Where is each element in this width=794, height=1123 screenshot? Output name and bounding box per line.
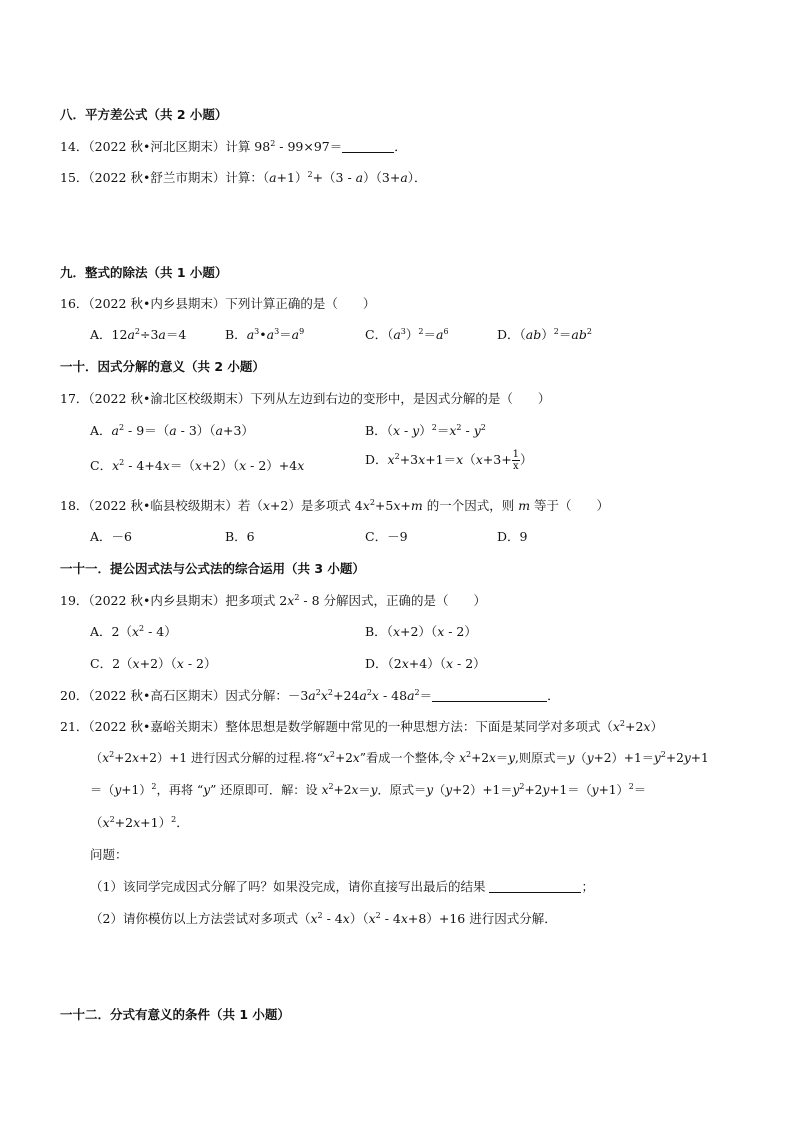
sub-question-2: （2）请你模仿以上方法尝试对多项式$(x^2 - 4x)(x^2 - 4x+8)+16$ 进行因式分解． [90,911,557,926]
question-17: 17．（2022 秋•渝北区校级期末）下列从左边到右边的变形中，是因式分解的是（ ） [60,391,551,406]
option-c: C．2（x+2）（x - 2） [90,656,217,671]
answer-blank [489,880,581,893]
section-heading: 八．平方差公式（共 2 小题） [60,107,228,122]
option-c: C．－9 [365,529,408,544]
option-a: A．$12a^2\div 3a=4$ [90,327,187,342]
option-b: B．$a^3•a^3=a^9$ [225,327,305,342]
section-heading: 一十．因式分解的意义（共 2 小题） [60,359,265,374]
section-heading: 一十二．分式有意义的条件（共 1 小题） [60,1007,290,1022]
fraction: $\frac{1}{x}$ [512,449,520,472]
question-21-line-3: $=(y+1)^2$，再将 “y” 还原即可．解：设 $x^2+2x=y$．原式$=y(y+2)+1=y^2+2y+1=(y+1)^2=$ [90,782,646,797]
option-d: D．（2x+4）（x - 2） [365,656,486,671]
answer-blank [432,689,547,702]
question-20: 20．（2022 秋•高石区期末）因式分解：$-3a^2x^2+24a^2x - 48a^2=$ ． [60,688,560,703]
option-d: D．$x^2+3x+1=x(x+3+$ $\frac{1}{x}$ ） [365,449,533,472]
answer-blank [342,140,394,153]
question-19: 19．（2022 秋•内乡县期末）把多项式 $2x^2 - 8$ 分解因式，正确的是（ ） [60,593,487,608]
question-21-line-1: 21．（2022 秋•嘉峪关期末）整体思想是数学解题中常见的一种思想方法：下面是某同学对多项式$(x^2+2x)$ [60,719,663,734]
option-a: A．$a^2 - 9=(a - 3)(a+3)$ [90,423,254,438]
question-21-line-2: $(x^2+2x+2)+1$ 进行因式分解的过程.将“$x^2+2x$”看成一个整体,令 $x^2+2x=y$,则原式$=y(y+2)+1=y^2+2y+1$ [90,750,709,765]
option-b: B．（x+2）（x - 2） [365,624,477,639]
option-b: B．$(x - y)^2=x^2 - y^2$ [365,423,486,438]
question-16: 16．（2022 秋•内乡县期末）下列计算正确的是（ ） [60,296,376,311]
option-c: C．$x^2 - 4+4x=(x+2)(x - 2)+4x$ [90,458,305,473]
section-heading: 九．整式的除法（共 1 小题） [60,265,228,280]
option-c: C．$(a^3)^2=a^6$ [365,327,449,342]
section-heading: 一十一．提公因式法与公式法的综合运用（共 3 小题） [60,561,365,576]
option-b: B．6 [225,529,255,544]
question-15: 15．（2022 秋•舒兰市期末）计算：$(a+1)^2+(3 - a)(3+a)$． [60,170,427,185]
question-label: 问题： [90,847,128,862]
option-d: D．$(ab)^2=ab^2$ [497,327,592,342]
option-d: D．9 [497,529,528,544]
sub-question-1: （1）该同学完成因式分解了吗？如果没完成，请你直接写出最后的结果 ； [90,879,594,894]
question-21-line-4: $(x^2+2x+1)^2$． [90,815,189,830]
option-a: A．$2(x^2 - 4)$ [90,624,177,639]
question-18: 18．（2022 秋•临县校级期末）若（x+2）是多项式 $4x^2+5x+m$ 的一个因式，则 m 等于（ ） [60,498,610,513]
option-a: A．－6 [90,529,132,544]
question-14: 14．（2022 秋•河北区期末）计算 $98^2 - 99\times 97=$ ． [60,139,407,154]
